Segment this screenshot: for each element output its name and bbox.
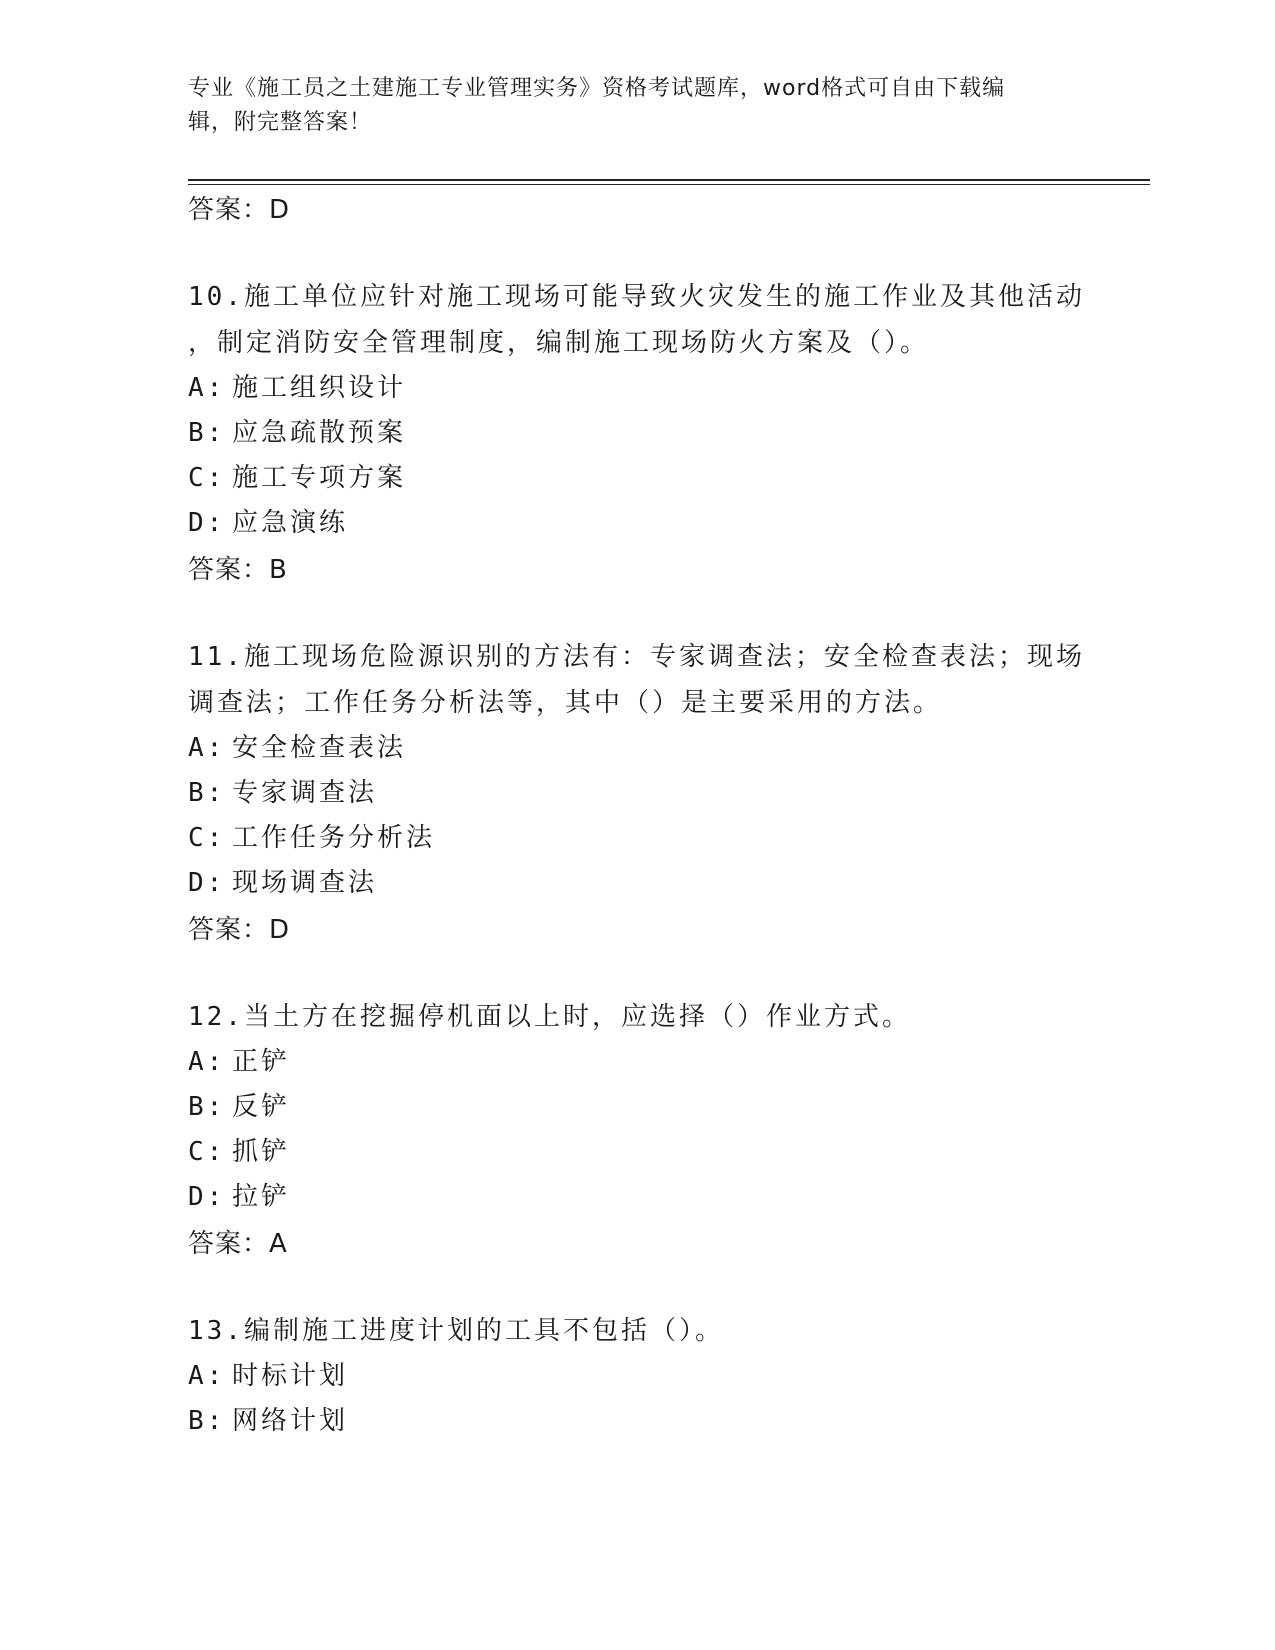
question-block xyxy=(188,1308,1088,1444)
option-text: 工作任务分析法 xyxy=(232,823,436,853)
option-text: 现场调查法 xyxy=(232,868,378,898)
question-text: 12.当土方在挖掘停机面以上时，应选择（）作业方式。 xyxy=(188,1002,911,1032)
option-letter: B: xyxy=(188,1406,226,1436)
answer-option xyxy=(188,1399,1088,1444)
option-letter: C: xyxy=(188,1137,226,1167)
question-block xyxy=(188,994,1088,1268)
header-divider-thin xyxy=(188,184,1150,185)
question-gap xyxy=(188,234,1088,274)
question-text: 11.施工现场危险源识别的方法有：专家调查法；安全检查表法；现场 xyxy=(188,642,1085,672)
option-letter: B: xyxy=(188,1092,226,1122)
document-header xyxy=(188,72,1068,140)
option-letter: C: xyxy=(188,463,226,493)
option-letter: A: xyxy=(188,1361,226,1391)
question-block xyxy=(188,634,1088,954)
option-letter: B: xyxy=(188,418,226,448)
option-letter: D: xyxy=(188,1182,226,1212)
header-line-1: 专业《施工员之土建施工专业管理实务》资格考试题库，word格式可自由下载编 xyxy=(188,76,1006,101)
answer-line: 答案：B xyxy=(188,555,288,585)
question-gap xyxy=(188,1268,1088,1308)
answer-option xyxy=(188,1175,1088,1220)
option-letter: C: xyxy=(188,823,226,853)
answer-option xyxy=(188,771,1088,816)
question-gap xyxy=(188,954,1088,994)
option-text: 拉铲 xyxy=(232,1182,291,1212)
option-letter: B: xyxy=(188,778,226,808)
answer-option xyxy=(188,366,1088,411)
option-text: 抓铲 xyxy=(232,1137,291,1167)
option-text: 正铲 xyxy=(232,1047,291,1077)
header-divider-thick xyxy=(188,179,1150,181)
answer-option xyxy=(188,456,1088,501)
question-text: 13.编制施工进度计划的工具不包括（）。 xyxy=(188,1316,724,1346)
question-list xyxy=(188,186,1088,1444)
option-letter: A: xyxy=(188,1047,226,1077)
answer-line: 答案：D xyxy=(188,915,291,945)
question-block xyxy=(188,274,1088,594)
answer-option xyxy=(188,726,1088,771)
option-text: 施工专项方案 xyxy=(232,463,407,493)
header-line-2: 辑，附完整答案！ xyxy=(188,110,373,135)
option-letter: A: xyxy=(188,733,226,763)
question-text: ，制定消防安全管理制度，编制施工现场防火方案及（）。 xyxy=(188,328,930,358)
option-text: 专家调查法 xyxy=(232,778,378,808)
option-letter: A: xyxy=(188,373,226,403)
option-text: 网络计划 xyxy=(232,1406,349,1436)
question-text: 调查法；工作任务分析法等，其中（）是主要采用的方法。 xyxy=(188,688,943,718)
answer-line: 答案：D xyxy=(188,195,291,225)
answer-option xyxy=(188,1085,1088,1130)
answer-option xyxy=(188,816,1088,861)
answer-option xyxy=(188,1040,1088,1085)
answer-line: 答案：A xyxy=(188,1229,288,1259)
answer-option xyxy=(188,1130,1088,1175)
option-text: 应急疏散预案 xyxy=(232,418,407,448)
option-text: 施工组织设计 xyxy=(232,373,407,403)
option-text: 反铲 xyxy=(232,1092,291,1122)
answer-option xyxy=(188,861,1088,906)
option-letter: D: xyxy=(188,868,226,898)
question-gap xyxy=(188,594,1088,634)
answer-option xyxy=(188,1354,1088,1399)
option-text: 应急演练 xyxy=(232,508,349,538)
questions-container xyxy=(188,234,1088,1444)
option-text: 安全检查表法 xyxy=(232,733,407,763)
question-text: 10.施工单位应针对施工现场可能导致火灾发生的施工作业及其他活动 xyxy=(188,282,1085,312)
option-letter: D: xyxy=(188,508,226,538)
answer-option xyxy=(188,411,1088,456)
option-text: 时标计划 xyxy=(232,1361,349,1391)
answer-option xyxy=(188,501,1088,546)
